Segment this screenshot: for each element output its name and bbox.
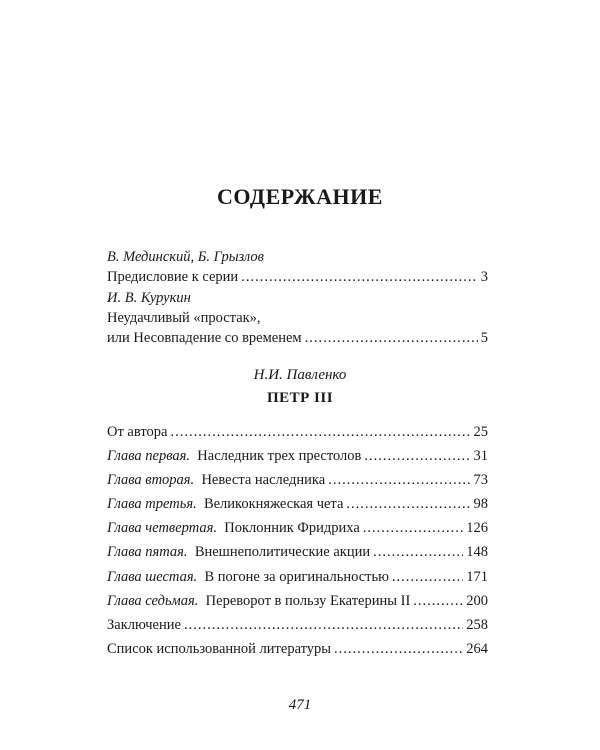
toc-line [107,267,488,287]
toc-page: 258 [466,616,488,633]
toc-title: Переворот в пользу Екатерины II [205,592,411,609]
toc-page: 25 [473,424,488,440]
toc-title: Великокняжеская чета [203,496,344,513]
intro-entry [107,288,488,348]
toc-title: Поклонник Фридриха [224,520,360,537]
leader-dots [364,444,470,468]
intro-entry [107,247,488,287]
chapter-label: Глава первая. [107,448,191,465]
entry-page: 5 [480,330,488,346]
toc-page: 200 [466,592,488,609]
toc-line [107,589,488,613]
toc-page: 264 [466,640,488,657]
toc-line [107,492,488,516]
toc-title: В погоне за оригинальностью [204,568,389,585]
leader-dots [170,420,470,444]
toc-title: От автора [107,424,168,440]
entry-page: 3 [480,269,488,285]
leader-dots [241,267,478,287]
entry-author: В. Мединский, Б. Грызлов [107,249,264,265]
toc-line [107,540,488,564]
toc-title: Наследник трех престолов [197,448,362,465]
chapter-label: Глава третья. [107,496,197,513]
leader-dots [334,637,463,661]
chapter-label: Глава четвертая. [107,520,217,537]
toc-page: 31 [473,448,488,465]
toc-title: Заключение [107,616,181,633]
toc-line [107,565,488,589]
leader-dots [413,589,463,613]
contents-title: СОДЕРЖАНИЕ [217,184,383,209]
leader-dots [305,328,478,348]
entry-title: Предисловие к серии [107,269,239,285]
toc-line [107,308,488,328]
entry-author: И. В. Курукин [107,290,191,306]
toc-line [107,516,488,540]
toc-line [107,613,488,637]
chapter-label: Глава шестая. [107,568,198,585]
chapter-label: Глава пятая. [107,544,188,561]
toc-line [107,328,488,348]
toc-title: Список использованной литературы [107,640,332,657]
toc-page: 126 [466,520,488,537]
toc-page: 73 [473,472,488,489]
toc-page: 98 [473,496,488,513]
chapter-label: Глава седьмая. [107,592,199,609]
entry-title-cont: или Несовпадение со временем [107,330,302,346]
entry-title: Неудачливый «простак», [107,310,261,326]
toc-line [107,444,488,468]
part-author: Н.И. Павленко [253,367,347,383]
toc-list [107,420,488,661]
leader-dots [373,540,463,564]
chapter-label: Глава вторая. [107,472,195,489]
toc-line [107,637,488,661]
toc-line [107,420,488,444]
toc-page: 171 [466,568,488,585]
toc-line [107,468,488,492]
toc-title: Невеста наследника [201,472,326,489]
page-number: 471 [288,697,312,713]
leader-dots [184,613,463,637]
toc-page: 148 [466,544,488,561]
leader-dots [328,468,470,492]
leader-dots [392,565,463,589]
toc-title: Внешнеполитические акции [194,544,371,561]
part-title: ПЕТР III [266,390,334,406]
leader-dots [346,492,470,516]
leader-dots [363,516,463,540]
